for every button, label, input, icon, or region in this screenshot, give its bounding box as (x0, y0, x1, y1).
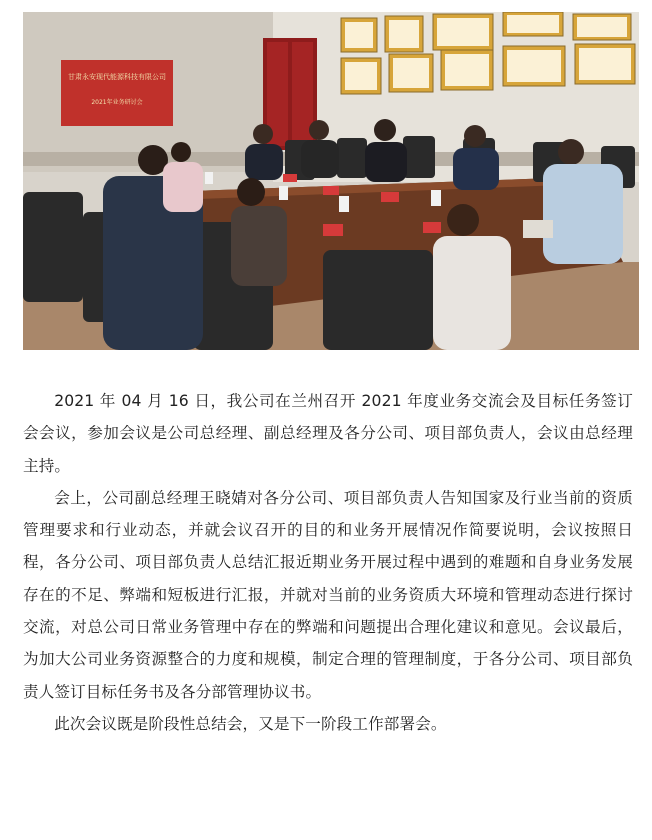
banner-screen (61, 60, 173, 126)
banner-line-2: 2021年业务研讨会 (91, 99, 143, 106)
meeting-photo (23, 12, 639, 350)
paragraph-1: 2021 年 04 月 16 日，我公司在兰州召开 2021 年度业务交流会及目标任务签订会会议，参加会议是公司总经理、副总经理及各分公司、项目部负责人，会议由总经理主持。 (23, 392, 633, 475)
paragraph-3: 此次会议既是阶段性总结会，又是下一阶段工作部署会。 (54, 714, 447, 733)
paragraph-2: 会上，公司副总经理王晓婧对各分公司、项目部负责人告知国家及行业当前的资质管理要求和行业动态，并就会议召开的目的和业务开展情况作简要说明，会议按照日程，各分公司、项目部负责人总结汇报近期业务开展过程中遇到的难题和自身业务发展存在的不足、弊端和短板进行汇报，并就对当前的业务资质大环境和管理动态进行探讨交流，对总公司日常业务管理中存在的弊端和问题提出合理化建议和意见。会议最后，为加大公司业务资源整合的力度和规模，制定合理的管理制度，于各分公司、项目部负责人签订目标任务书及各分部管理协议书。 (23, 488, 633, 701)
banner-line-1: 甘肃永安现代能源科技有限公司 (68, 73, 166, 81)
article-body (23, 385, 633, 740)
